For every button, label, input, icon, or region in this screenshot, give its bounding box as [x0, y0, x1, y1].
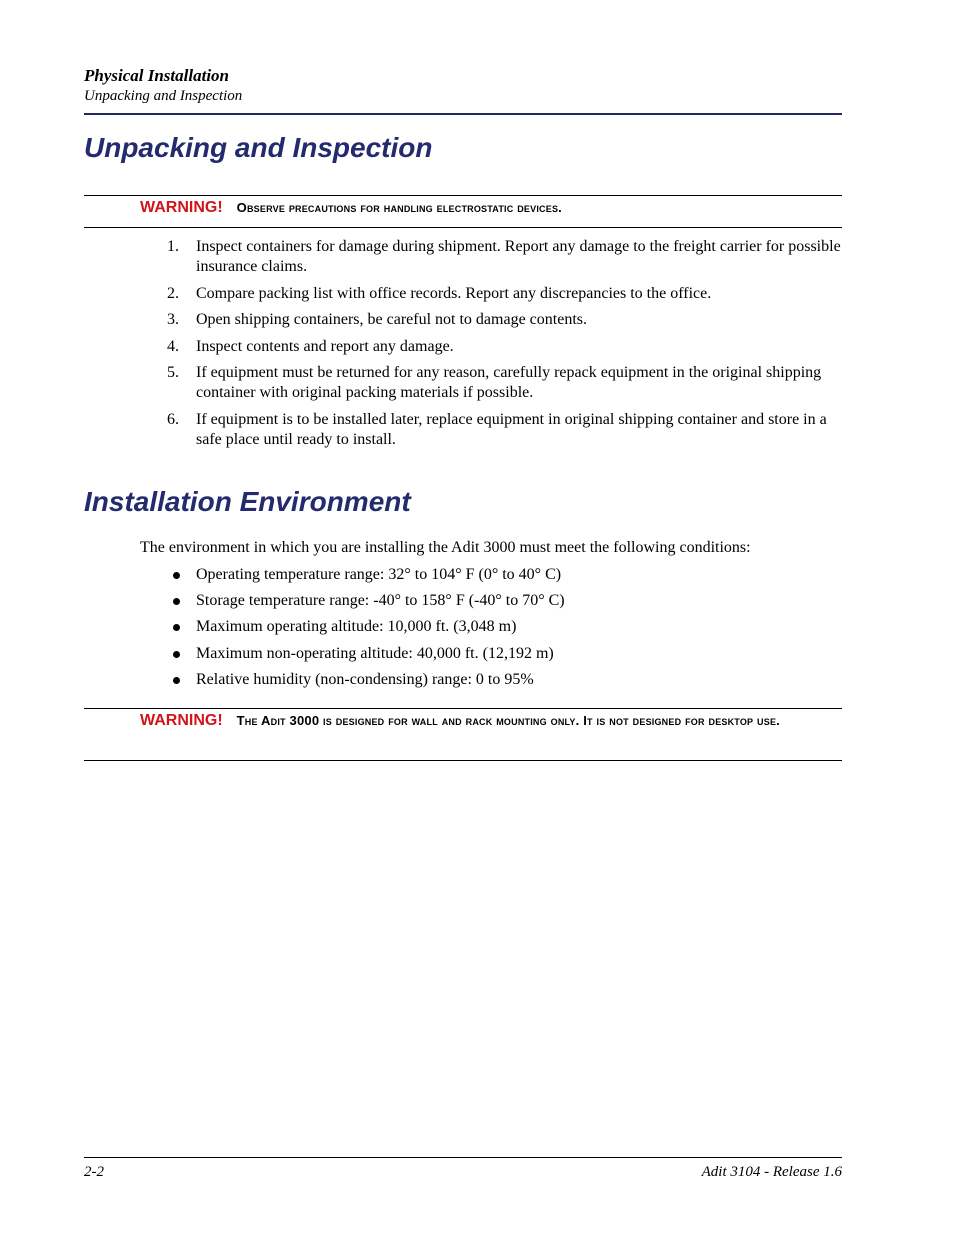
step-text: If equipment must be returned for any reason, carefully repack equipment in the original shipping container with original packing materials if possible. [196, 364, 822, 401]
bullet-icon [173, 572, 180, 579]
environment-intro: The environment in which you are installing the Adit 3000 must meet the following conditions: [140, 539, 751, 556]
warning-text: Observe precautions for handling electrostatic devices. [236, 200, 562, 215]
section-heading-unpacking: Unpacking and Inspection [84, 132, 433, 163]
condition-item: Maximum non-operating altitude: 40,000 ft. (12,192 m) [196, 645, 554, 662]
step-text: Open shipping containers, be careful not to damage contents. [196, 311, 587, 328]
condition-item: Maximum operating altitude: 10,000 ft. (3,048 m) [196, 618, 517, 635]
step-text: If equipment is to be installed later, replace equipment in original shipping container and store in a safe place until ready to install. [196, 411, 827, 448]
step-text: Compare packing list with office records. Report any discrepancies to the office. [196, 285, 712, 302]
section-heading-environment: Installation Environment [84, 486, 411, 517]
warning-rule-bottom [84, 760, 842, 761]
condition-item: Operating temperature range: 32° to 104° F (0° to 40° C) [196, 566, 562, 583]
bullet-icon [173, 677, 180, 684]
step-number: 6. [167, 411, 179, 428]
header-divider [84, 113, 842, 115]
bullet-icon [173, 598, 180, 605]
step-number: 2. [167, 285, 179, 302]
warning-callout-esd [140, 197, 840, 218]
bullet-icon [173, 651, 180, 658]
running-header-chapter: Physical Installation [84, 66, 229, 85]
warning-rule-bottom [84, 227, 842, 228]
step-number: 5. [167, 364, 179, 381]
warning-rule-top [84, 195, 842, 196]
bullet-icon [173, 624, 180, 631]
warning-label: WARNING! [140, 712, 223, 729]
step-number: 3. [167, 311, 179, 328]
step-text: Inspect containers for damage during shipment. Report any damage to the freight carrier for possible insurance claims. [196, 238, 841, 275]
document-title: Adit 3104 - Release 1.6 [701, 1164, 842, 1180]
warning-rule-top [84, 708, 842, 709]
footer-divider [84, 1157, 842, 1158]
warning-callout-mounting [140, 710, 840, 731]
page-number: 2-2 [84, 1164, 104, 1180]
condition-item: Relative humidity (non-condensing) range: 0 to 95% [196, 671, 534, 688]
running-header-section: Unpacking and Inspection [84, 88, 243, 104]
step-text: Inspect contents and report any damage. [196, 338, 454, 355]
warning-text: The Adit 3000 is designed for wall and rack mounting only. It is not designed for desktop use. [236, 713, 780, 728]
step-number: 4. [167, 338, 179, 355]
step-number: 1. [167, 238, 179, 255]
condition-item: Storage temperature range: -40° to 158° F (-40° to 70° C) [196, 592, 565, 609]
warning-label: WARNING! [140, 199, 223, 216]
